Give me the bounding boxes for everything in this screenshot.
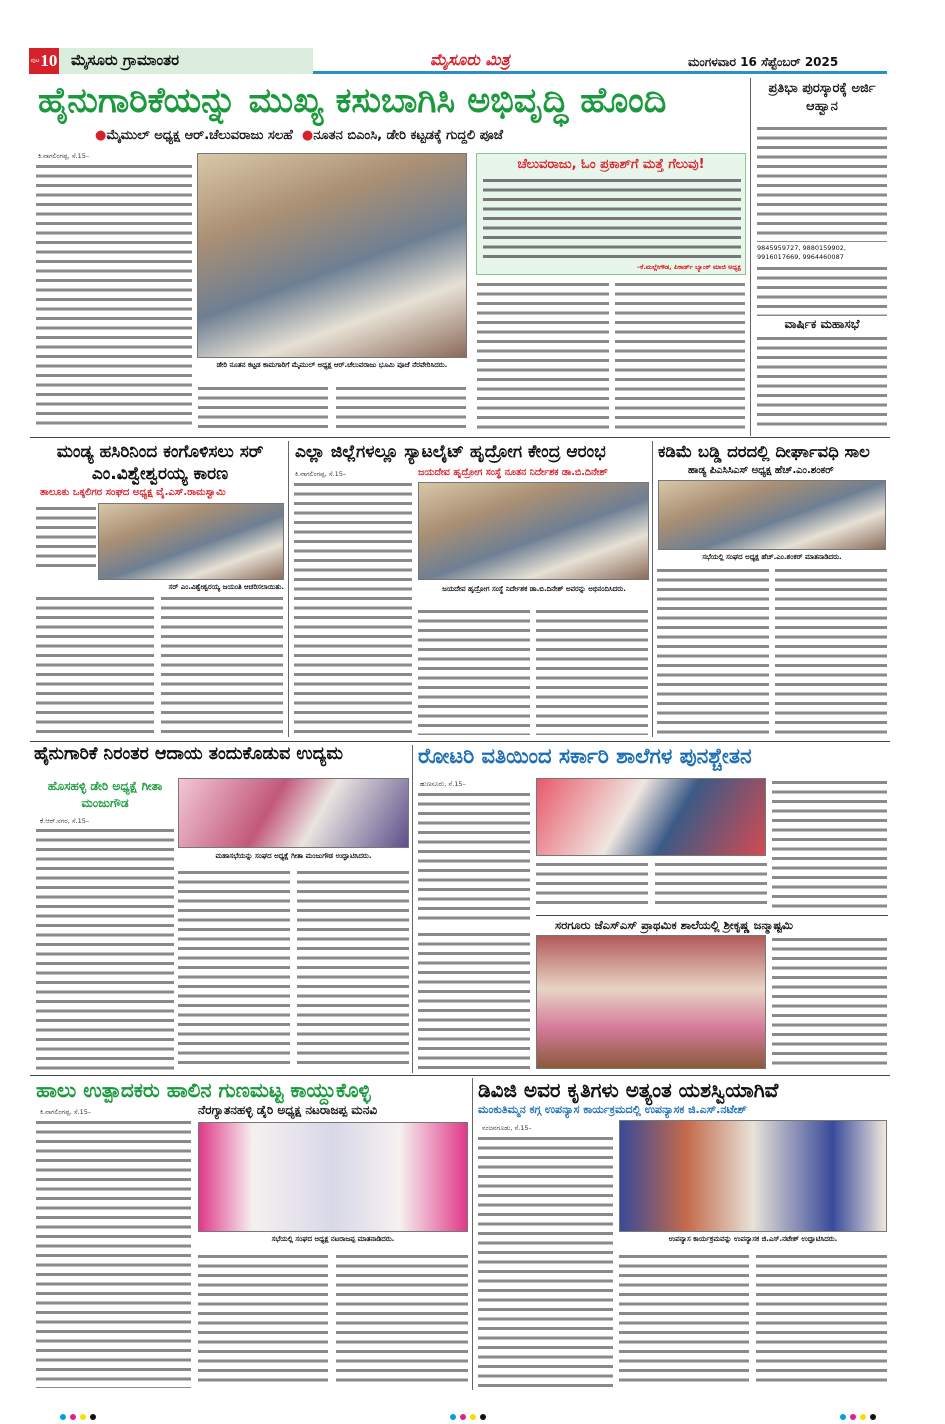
section-rule — [536, 915, 888, 916]
body-text — [294, 480, 412, 736]
story-photo — [619, 1120, 887, 1232]
highlight-box — [476, 153, 746, 275]
column-divider — [412, 745, 413, 1073]
story-headline: ಹಾಲು ಉತ್ಪಾದಕರು ಹಾಲಿನ ಗುಣಮಟ್ಟ ಕಾಯ್ದುಕೊಳ್ಳಿ — [36, 1078, 371, 1102]
notice-title: ಪ್ರತಿಭಾ ಪುರಸ್ಕಾರಕ್ಕೆ ಅರ್ಜಿ ಆಹ್ವಾನ — [768, 81, 876, 114]
story-subhead: ನೆರಗ್ಯಾತನಹಳ್ಳಿ ಡೈರಿ ಅಧ್ಯಕ್ಷ ನಟರಾಜಪ್ಪ ಮನವಿ — [198, 1103, 378, 1117]
body-text — [336, 1252, 468, 1388]
story-photo — [98, 503, 284, 580]
dateline: ಹುಣಸೂರು, ಸೆ.15– — [420, 780, 466, 788]
story-photo — [178, 778, 409, 848]
body-text — [757, 334, 887, 430]
body-text — [756, 1252, 887, 1388]
registration-marks — [448, 1405, 488, 1424]
dateline: ಕಿ.ನಾಗಲಿಂಗಪ್ಪ, ಸೆ.15– — [295, 470, 347, 478]
body-text — [477, 280, 609, 430]
dateline: ನಂಜನಗೂಡು, ಸೆ.15– — [482, 1124, 532, 1132]
body-text — [198, 384, 328, 430]
box-byline: –ಕೆ.ಮಲ್ಲೇಗೌಡ, ಪಿಕಾರ್ಡ್ ಬ್ಯಾಂಕ್ ಮಾಜಿ ಅಧ್ಯಕ್ಷ — [636, 263, 741, 271]
body-text — [36, 504, 96, 570]
photo-caption: ಉಪನ್ಯಾಸ ಕಾರ್ಯಕ್ರಮವನ್ನು ಉಪನ್ಯಾಸಕ ಜಿ.ಎಸ್.ನಟೇಶ್ ಉದ್ಘಾಟಿಸಿದರು. — [668, 1235, 838, 1243]
story-headline: ಕಡಿಮೆ ಬಡ್ಡಿ ದರದಲ್ಲಿ ದೀರ್ಘಾವಧಿ ಸಾಲ — [658, 442, 870, 461]
issue-date: ಮಂಗಳವಾರ 16 ಸೆಪ್ಟೆಂಬರ್ 2025 — [688, 55, 839, 69]
body-text — [161, 594, 283, 734]
dateline: ಕಿ.ನಾಗಲಿಂಗಪ್ಪ, ಸೆ.15– — [38, 152, 90, 160]
box-title: ಚೆಲುವರಾಜು, ಓಂ ಪ್ರಕಾಶ್‌ಗೆ ಮತ್ತೆ ಗೆಲುವು! — [517, 157, 705, 172]
body-text — [772, 935, 887, 1069]
dateline: ಕೆ.ಆರ್.ನಗರ, ಸೆ.15– — [40, 817, 90, 825]
body-text — [478, 1134, 613, 1388]
page-label: ಪುಟ — [30, 57, 40, 64]
body-text — [772, 778, 887, 912]
photo-caption: ಸಭೆಯಲ್ಲಿ ಸಂಘದ ಅಧ್ಯಕ್ಷ ನಟರಾಜಪ್ಪ ಮಾತನಾಡಿದರು. — [271, 1235, 395, 1243]
story-photo — [536, 935, 766, 1069]
body-text — [536, 860, 648, 910]
story-subhead: ಜಯದೇವ ಹೃದ್ರೋಗ ಸಂಸ್ಥೆ ನೂತನ ನಿರ್ದೇಶಕ ಡಾ.ಬಿ.ದಿನೇಶ್ — [418, 467, 608, 478]
sub-story-headline: ಸರಗೂರು ಜೆಎಸ್‌ಎಸ್ ಪ್ರಾಥಮಿಕ ಶಾಲೆಯಲ್ಲಿ ಶ್ರೀಕೃಷ್ಣ ಜನ್ಮಾಷ್ಟಮಿ — [555, 918, 794, 932]
body-text — [336, 384, 466, 430]
lead-bullet: ಮೈಮುಲ್ ಅಧ್ಯಕ್ಷ ಆರ್.ಚೆಲುವರಾಜು ಸಲಹೆ — [106, 128, 293, 143]
body-text — [615, 280, 745, 430]
body-text — [655, 860, 767, 910]
story-photo — [198, 1122, 468, 1232]
story-subhead: ಹಾಡ್ಯ ಪಿಎಸಿಸಿಎಸ್ ಅಧ್ಯಕ್ಷ ಹೆಚ್.ಎಂ.ಶಂಕರ್ — [688, 465, 834, 476]
story-subhead: ತಾಲೂಕು ಒಕ್ಕಲಿಗರ ಸಂಘದ ಅಧ್ಯಕ್ಷ ವೈ.ಎಸ್.ರಾಮಸ್ವಾಮಿ — [40, 487, 226, 498]
column-divider — [652, 441, 653, 737]
column-divider — [750, 78, 751, 436]
column-divider — [472, 1078, 473, 1390]
story-headline: ರೋಟರಿ ವತಿಯಿಂದ ಸರ್ಕಾರಿ ಶಾಲೆಗಳ ಪುನಶ್ಚೇತನ — [418, 744, 752, 768]
lead-bullet: ನೂತನ ಬಿಎಂಸಿ, ಡೇರಿ ಕಟ್ಟಡಕ್ಕೆ ಗುದ್ದಲಿ ಪೂಜೆ — [313, 128, 503, 143]
body-text — [757, 124, 887, 242]
story-subhead: ಹೊಸಹಳ್ಳಿ ಡೇರಿ ಅಧ್ಯಕ್ಷೆ ಗೀತಾ ಮಂಜುಗೌಡ — [47, 779, 163, 810]
notice-title: ವಾರ್ಷಿಕ ಮಹಾಸಭೆ — [784, 317, 860, 331]
story-photo — [536, 778, 766, 856]
lead-headline: ಹೈನುಗಾರಿಕೆಯನ್ನು ಮುಖ್ಯ ಕಸುಬಾಗಿಸಿ ಅಭಿವೃದ್ಧಿ ಹೊಂದಿ — [38, 81, 667, 121]
story-photo — [658, 480, 886, 550]
lead-photo — [197, 153, 467, 358]
story-headline: ಮಂಡ್ಯ ಹಸಿರಿನಿಂದ ಕಂಗೊಳಿಸಲು ಸರ್ ಎಂ.ವಿಶ್ವೇಶ್ವರಯ್ಯ ಕಾರಣ — [56, 442, 264, 484]
story-headline: ಡಿವಿಜಿ ಅವರ ಕೃತಿಗಳು ಅತ್ಯಂತ ಯಶಸ್ವಿಯಾಗಿವೆ — [478, 1078, 779, 1102]
section-rule — [30, 741, 890, 742]
dateline: ಕಿ.ನಾಗಲಿಂಗಪ್ಪ, ಸೆ.15– — [40, 1108, 92, 1116]
lead-subheads: ●ಮೈಮುಲ್ ಅಧ್ಯಕ್ಷ ಆರ್.ಚೆಲುವರಾಜು ಸಲಹೆ ●ನೂತನ ಬಿಎಂಸಿ, ಡೇರಿ ಕಟ್ಟಡಕ್ಕೆ ಗುದ್ದಲಿ ಪೂಜೆ — [95, 128, 503, 143]
story-headline: ಎಲ್ಲಾ ಜಿಲ್ಲೆಗಳಲ್ಲೂ ಸ್ಯಾಟಲೈಟ್ ಹೃದ್ರೋಗ ಕೇಂದ್ರ ಆರಂಭ — [295, 442, 606, 462]
body-text — [36, 1118, 191, 1388]
photo-caption: ಜಯದೇವ ಹೃದ್ರೋಗ ಸಂಸ್ಥೆ ನಿರ್ದೇಶಕ ಡಾ.ಬಿ.ದಿನೇಶ್ ಅವರನ್ನು ಅಭಿನಂದಿಸಿದರು. — [442, 585, 626, 593]
photo-caption: ಸರ್ ಎಂ.ವಿಶ್ವೇಶ್ವರಯ್ಯ ಜಯಂತಿ ಆಚರಿಸಲಾಯಿತು. — [168, 583, 284, 591]
story-headline: ಹೈನುಗಾರಿಕೆ ನಿರಂತರ ಆದಾಯ ತಂದುಕೊಡುವ ಉದ್ಯಮ — [34, 744, 343, 764]
body-text — [36, 162, 192, 428]
body-text — [657, 566, 769, 736]
body-text — [757, 264, 887, 316]
body-text — [418, 790, 530, 925]
section-rule — [30, 437, 890, 438]
body-text — [297, 868, 409, 1070]
body-text — [483, 176, 741, 262]
photo-caption: ಸಭೆಯಲ್ಲಿ ಸಂಘದ ಅಧ್ಯಕ್ಷ ಹೆಚ್.ಎಂ.ಶಂಕರ್ ಮಾತನಾಡಿದರು. — [702, 553, 842, 561]
body-text — [536, 607, 648, 735]
photo-caption: ಮಹಾಸಭೆಯನ್ನು ಸಂಘದ ಅಧ್ಯಕ್ಷೆ ಗೀತಾ ಮಂಜುಗೌಡ ಉದ್ಘಾಟಿಸಿದರು. — [215, 852, 372, 860]
section-label: ಮೈಸೂರು ಗ್ರಾಮಾಂತರ — [59, 48, 313, 74]
body-text — [418, 930, 530, 1070]
story-subhead: ಮಂಕುತಿಮ್ಮನ ಕಗ್ಗ ಉಪನ್ಯಾಸ ಕಾರ್ಯಕ್ರಮದಲ್ಲಿ ಉಪನ್ಯಾಸಕ ಜಿ.ಎಸ್.ನಟೇಶ್ — [478, 1103, 747, 1116]
body-text — [178, 868, 290, 1070]
story-photo — [418, 482, 649, 580]
body-text — [36, 826, 174, 1070]
phone-numbers: 9845959727, 9880159902, 9916017669, 9964460087 — [757, 244, 846, 261]
body-text — [198, 1252, 328, 1388]
section-rule — [30, 1075, 890, 1076]
page-number: 10 — [40, 51, 58, 70]
registration-marks — [58, 1405, 98, 1424]
header-rule — [313, 71, 887, 74]
photo-caption: ಡೇರಿ ನೂತನ ಕಟ್ಟಡ ಕಾಮಗಾರಿಗೆ ಮೈಮುಲ್ ಅಧ್ಯಕ್ಷ ಆರ್.ಚೆಲುವರಾಜು ಭೂಮಿ ಪೂಜೆ ನೆರವೇರಿಸಿದರು. — [216, 361, 448, 369]
body-text — [36, 594, 154, 734]
masthead: ಮೈಸೂರು ಮಿತ್ರ — [430, 50, 510, 69]
page-number-badge — [29, 48, 59, 74]
registration-marks — [838, 1405, 878, 1424]
body-text — [619, 1252, 749, 1388]
column-divider — [288, 441, 289, 737]
body-text — [418, 607, 530, 735]
body-text — [775, 566, 887, 736]
